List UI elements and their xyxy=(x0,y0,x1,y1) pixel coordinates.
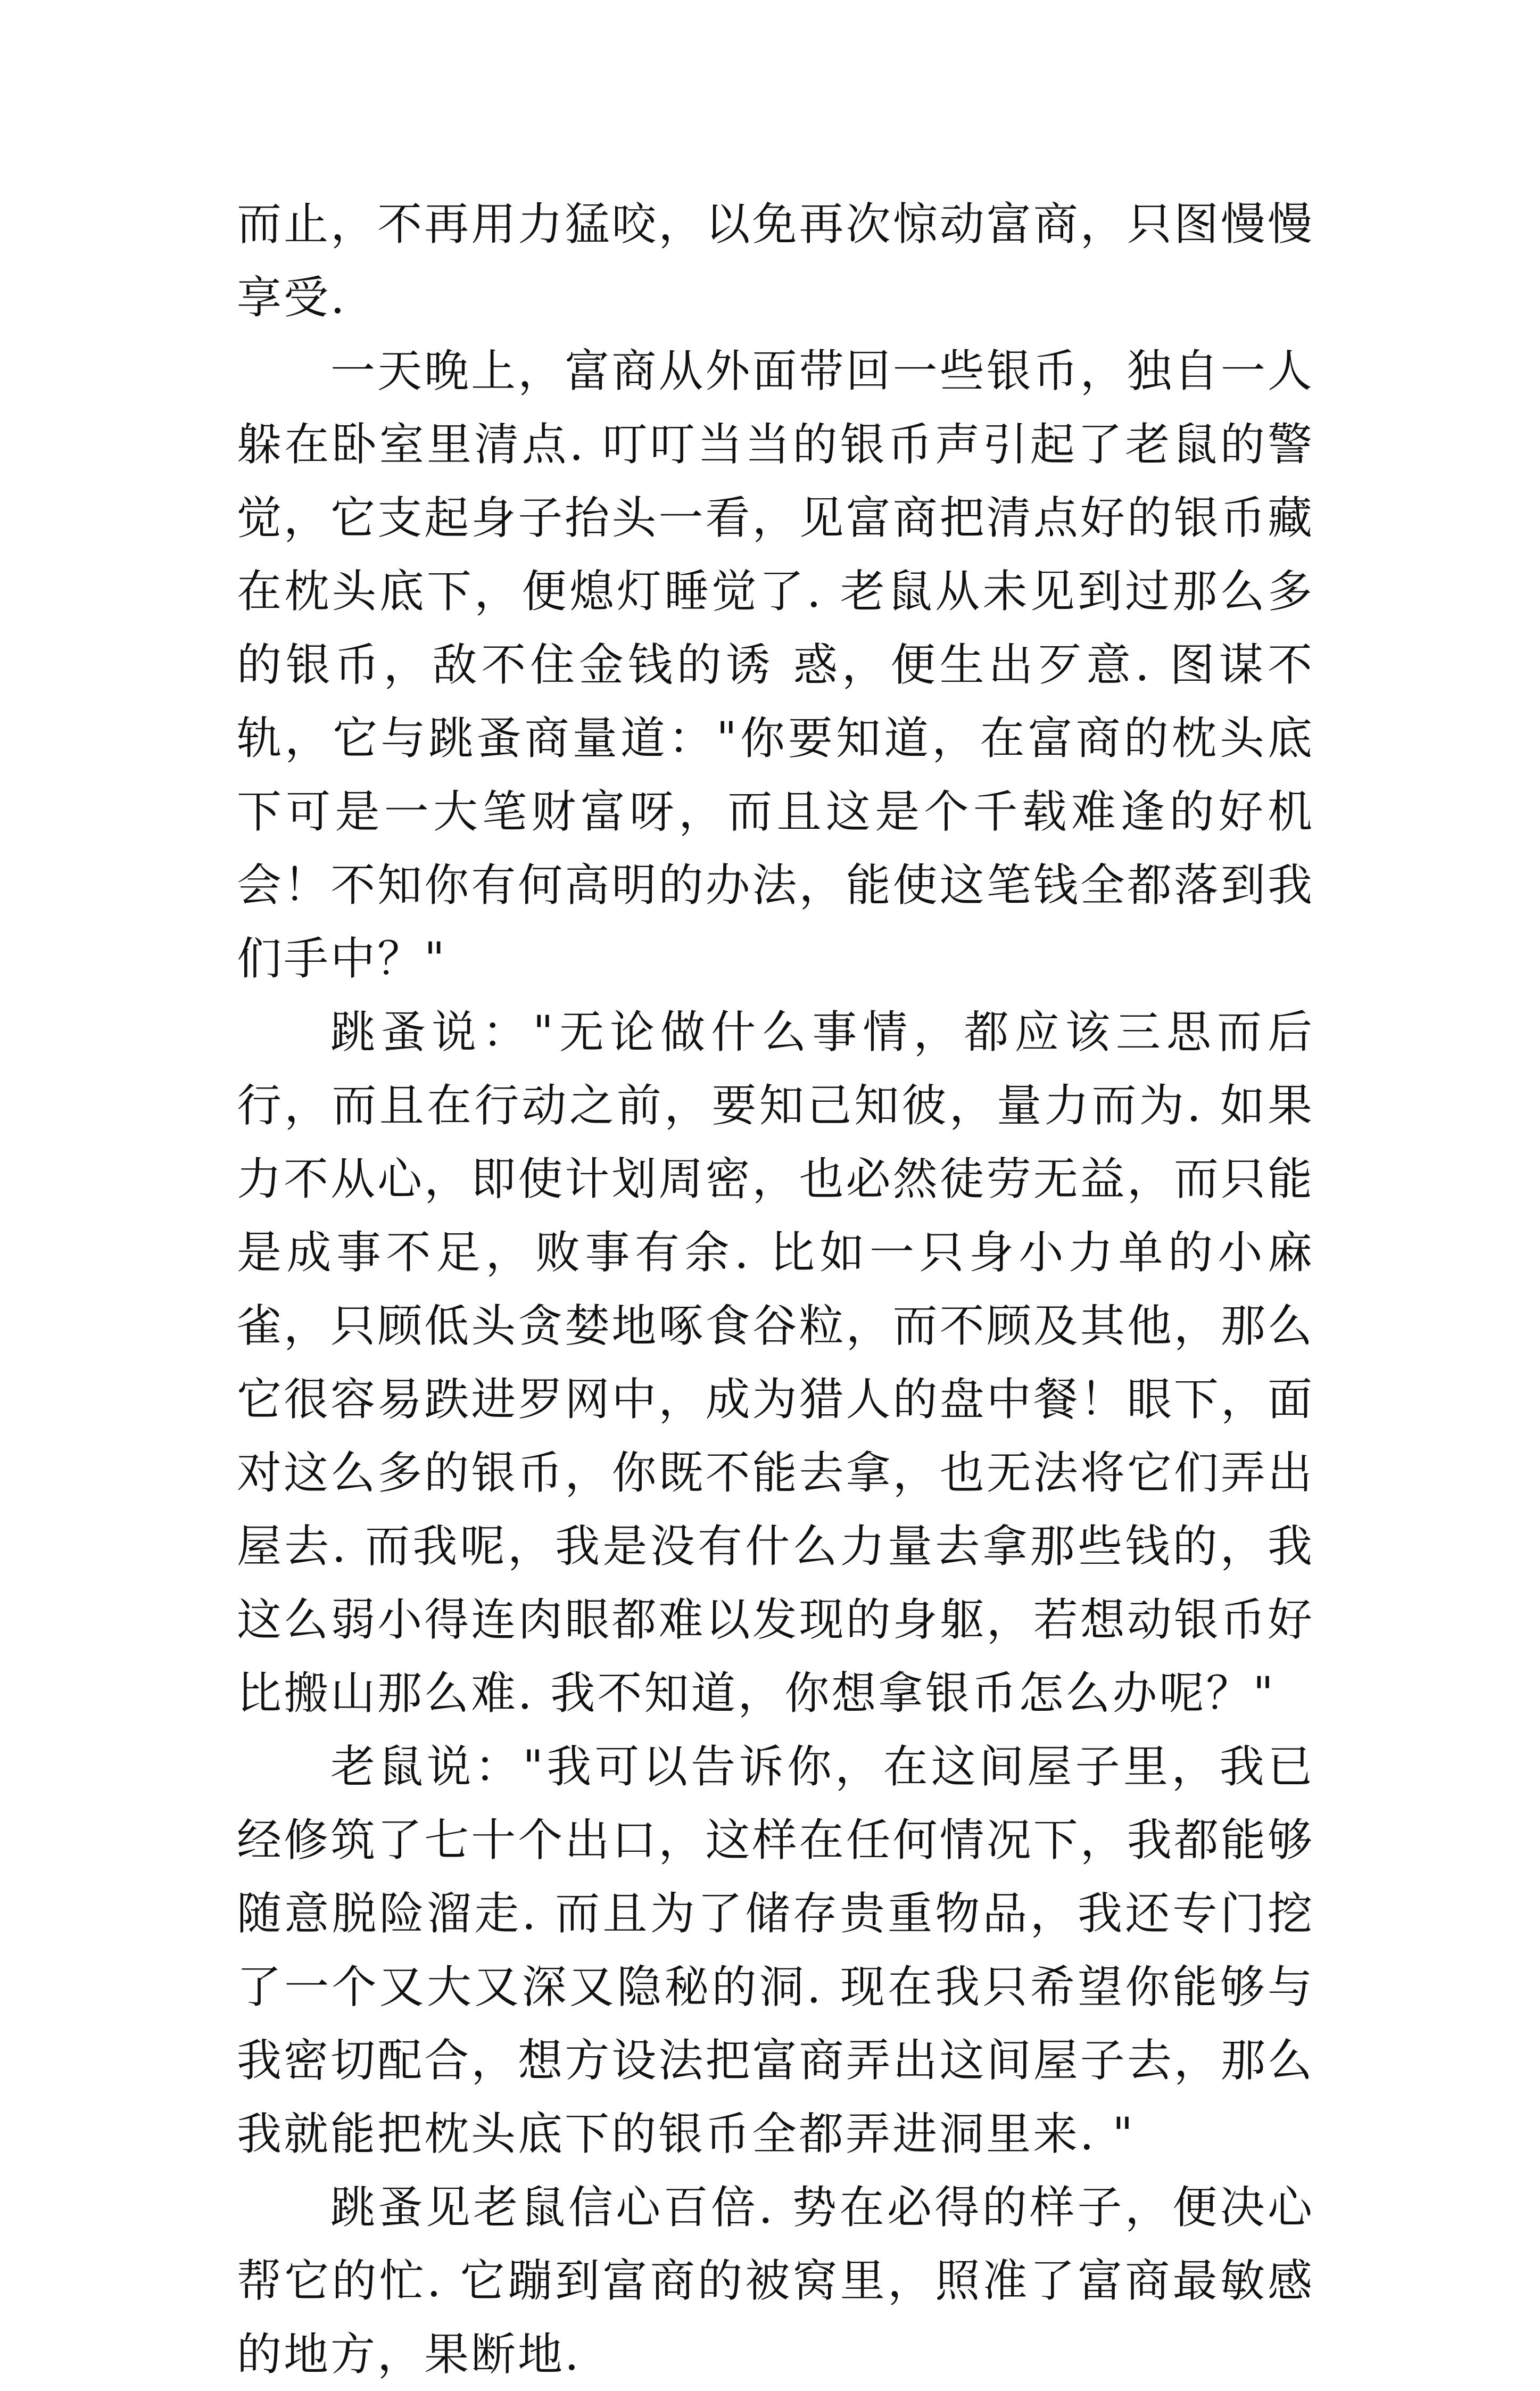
story-text xyxy=(237,187,1314,2391)
paragraph-continuation: 而止，不再用力猛咬，以免再次惊动富商，只图慢慢享受. xyxy=(237,198,1314,324)
paragraph-flea-reply: 跳蚤说："无论做什么事情，都应该三思而后行，而且在行动之前，要知己知彼，量力而为. 如果力不从心，即使计划周密，也必然徒劳无益，而只能是成事不足，败事有余. 比如一只身小力单的小麻雀，只顾低头贪婪地啄食谷粒，而不顾及其他，那么它很容易跌进罗网中，成为猎人的盘中餐！眼下，面对这么多的银币，你既不能去拿，也无法将它们弄出屋去. 而我呢，我是没有什么力量去拿那些钱的，我这么弱小得连肉眼都难以发现的身躯，若想动银币好比搬山那么难. 我不知道，你想拿银币怎么办呢？" xyxy=(237,1006,1314,1719)
paragraph-flea-action: 跳蚤见老鼠信心百倍. 势在必得的样子，便决心帮它的忙. 它蹦到富商的被窝里，照准了富商最敏感的地方，果断地. xyxy=(237,2181,1314,2380)
paragraph-silver-coins: 一天晚上，富商从外面带回一些银币，独自一人躲在卧室里清点. 叮叮当当的银币声引起了老鼠的警觉，它支起身子抬头一看，见富商把清点好的银币藏在枕头底下，便熄灯睡觉了. 老鼠从未见到过那么多的银币，敌不住金钱的诱 惑，便生出歹意. 图谋不轨，它与跳蚤商量道："你要知道，在富商的枕头底下可是一大笔财富呀，而且这是个千载难逢的好机会！不知你有何高明的办法，能使这笔钱全都落到我们手中？" xyxy=(237,345,1314,985)
paragraph-mouse-plan: 老鼠说："我可以告诉你，在这间屋子里，我已经修筑了七十个出口，这样在任何情况下，我都能够随意脱险溜走. 而且为了储存贵重物品，我还专门挖了一个又大又深又隐秘的洞. 现在我只希望你能够与我密切配合，想方设法把富商弄出这间屋子去，那么我就能把枕头底下的银币全都弄进洞里来. " xyxy=(237,1741,1314,2160)
